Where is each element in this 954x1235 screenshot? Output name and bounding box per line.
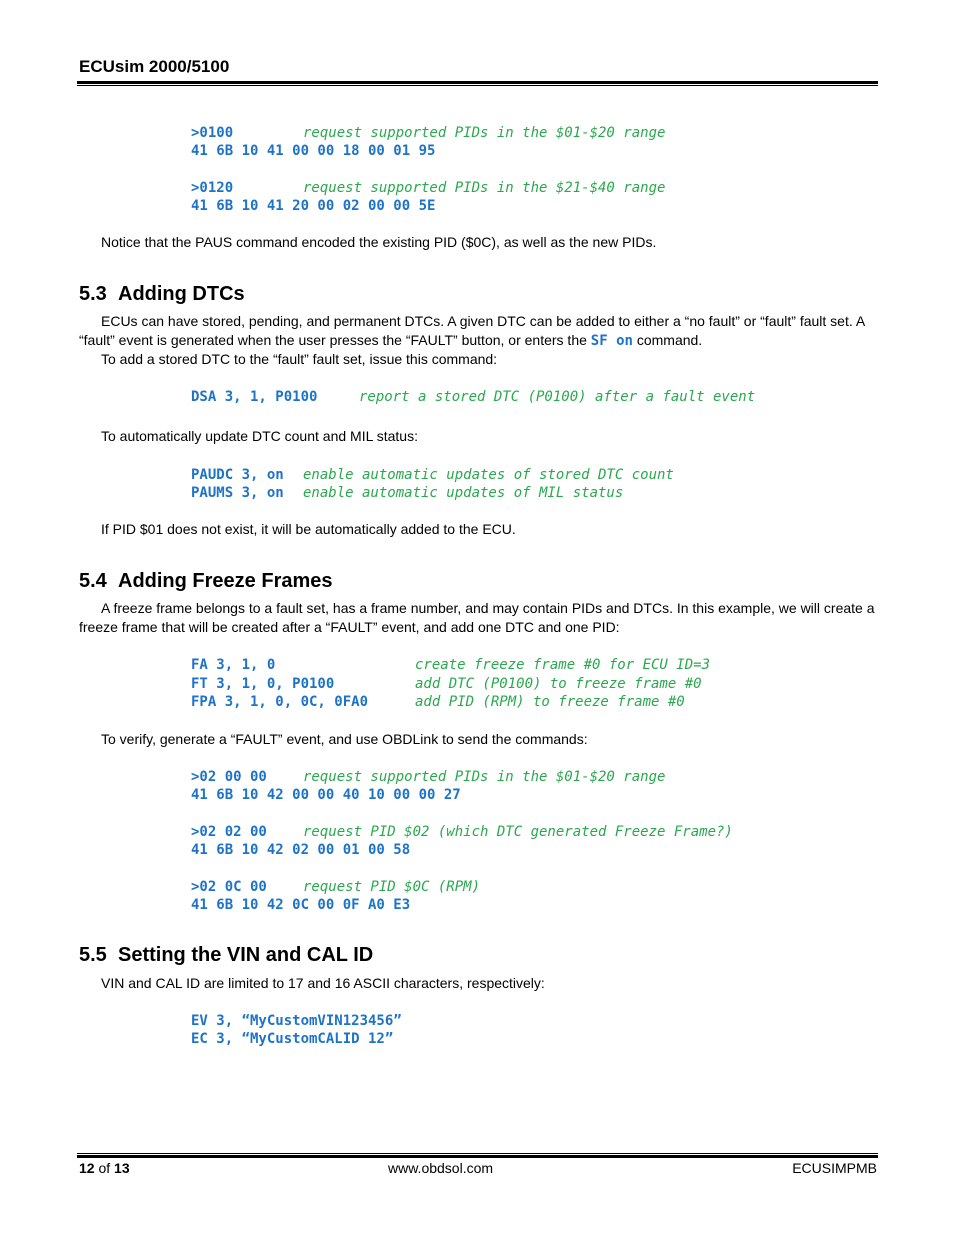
code-command: EC 3, “MyCustomCALID 12” bbox=[191, 1031, 394, 1047]
section-heading-5-5 bbox=[79, 944, 373, 967]
code-line bbox=[191, 823, 733, 841]
code-command: >02 0C 00 bbox=[191, 879, 267, 895]
section-heading-5-3 bbox=[79, 283, 245, 306]
notice-paragraph: Notice that the PAUS command encoded the existing PID ($0C), as well as the new PIDs. bbox=[101, 234, 657, 250]
code-line bbox=[191, 786, 461, 804]
code-comment: request supported PIDs in the $21-$40 range bbox=[303, 180, 666, 196]
code-comment: create freeze frame #0 for ECU ID=3 bbox=[415, 657, 711, 673]
section-title: Adding DTCs bbox=[118, 283, 245, 305]
code-command: >0120 bbox=[191, 180, 234, 196]
code-line bbox=[191, 466, 674, 484]
code-command: 41 6B 10 42 02 00 01 00 58 bbox=[191, 842, 411, 858]
code-line bbox=[191, 656, 711, 674]
verify-paragraph: To verify, generate a “FAULT” event, and use OBDLink to send the commands: bbox=[101, 731, 588, 747]
code-command: 41 6B 10 41 20 00 02 00 00 5E bbox=[191, 198, 436, 214]
code-command: EV 3, “MyCustomVIN123456” bbox=[191, 1013, 402, 1029]
code-command: >0100 bbox=[191, 125, 234, 141]
dtc-intro-paragraph: ECUs can have stored, pending, and permanent DTCs. A given DTC can be added to either a “no fault” or “fault” fault set. A “fault” event is generated when the user presses the “FAULT” button, or enters the SF on command. bbox=[79, 313, 865, 349]
code-line bbox=[191, 142, 435, 160]
code-command: 41 6B 10 42 0C 00 0F A0 E3 bbox=[191, 897, 411, 913]
code-command: DSA 3, 1, P0100 bbox=[191, 389, 318, 405]
code-comment: request PID $02 (which DTC generated Freeze Frame?) bbox=[303, 824, 733, 840]
code-line bbox=[191, 124, 666, 142]
inline-command: SF on bbox=[590, 333, 633, 349]
code-comment: request supported PIDs in the $01-$20 range bbox=[303, 769, 666, 785]
code-line bbox=[191, 484, 624, 502]
section-title: Setting the VIN and CAL ID bbox=[118, 944, 374, 966]
document-id: ECUSIMPMB bbox=[792, 1160, 877, 1176]
document-title: ECUsim 2000/5100 bbox=[79, 57, 230, 76]
section-number: 5.4 bbox=[79, 570, 107, 592]
pid-note-paragraph: If PID $01 does not exist, it will be automatically added to the ECU. bbox=[101, 521, 516, 537]
header-divider bbox=[77, 81, 878, 86]
page-number: 12 of 13 bbox=[79, 1160, 130, 1176]
code-line bbox=[191, 1012, 402, 1030]
vin-intro-paragraph: VIN and CAL ID are limited to 17 and 16 ASCII characters, respectively: bbox=[101, 975, 545, 991]
code-command: 41 6B 10 42 00 00 40 10 00 00 27 bbox=[191, 787, 461, 803]
freeze-frame-intro-paragraph: A freeze frame belongs to a fault set, has a frame number, and may contain PIDs and DTCs. In this example, we will create a freeze frame that will be created after a “FAULT” event, and add one DTC and one PID: bbox=[79, 600, 875, 635]
section-number: 5.5 bbox=[79, 944, 107, 966]
auto-update-paragraph: To automatically update DTC count and MIL status: bbox=[101, 428, 418, 444]
code-line bbox=[191, 388, 756, 406]
code-comment: request PID $0C (RPM) bbox=[303, 879, 481, 895]
code-line bbox=[191, 197, 435, 215]
code-comment: request supported PIDs in the $01-$20 range bbox=[303, 125, 666, 141]
code-comment: enable automatic updates of stored DTC count bbox=[303, 467, 674, 483]
code-command: FA 3, 1, 0 bbox=[191, 657, 276, 673]
section-heading-5-4 bbox=[79, 570, 333, 593]
code-line bbox=[191, 768, 666, 786]
website-link[interactable]: www.obdsol.com bbox=[388, 1160, 494, 1176]
code-line bbox=[191, 179, 666, 197]
footer-divider bbox=[77, 1153, 878, 1158]
code-line bbox=[191, 841, 410, 859]
code-command: PAUDC 3, on bbox=[191, 467, 284, 483]
code-command: FT 3, 1, 0, P0100 bbox=[191, 676, 335, 692]
dtc-instruction-paragraph: To add a stored DTC to the “fault” fault set, issue this command: bbox=[101, 351, 498, 367]
section-number: 5.3 bbox=[79, 283, 107, 305]
code-command: PAUMS 3, on bbox=[191, 485, 284, 501]
code-comment: add PID (RPM) to freeze frame #0 bbox=[415, 694, 685, 710]
code-command: >02 02 00 bbox=[191, 824, 267, 840]
code-comment: report a stored DTC (P0100) after a fault event bbox=[359, 389, 756, 405]
code-line bbox=[191, 675, 702, 693]
code-line bbox=[191, 878, 481, 896]
code-command: FPA 3, 1, 0, 0C, 0FA0 bbox=[191, 694, 369, 710]
code-command: 41 6B 10 41 00 00 18 00 01 95 bbox=[191, 143, 436, 159]
code-line bbox=[191, 693, 685, 711]
code-line bbox=[191, 896, 410, 914]
code-comment: enable automatic updates of MIL status bbox=[303, 485, 624, 501]
code-command: >02 00 00 bbox=[191, 769, 267, 785]
code-comment: add DTC (P0100) to freeze frame #0 bbox=[415, 676, 702, 692]
section-title: Adding Freeze Frames bbox=[118, 570, 333, 592]
code-line bbox=[191, 1030, 393, 1048]
